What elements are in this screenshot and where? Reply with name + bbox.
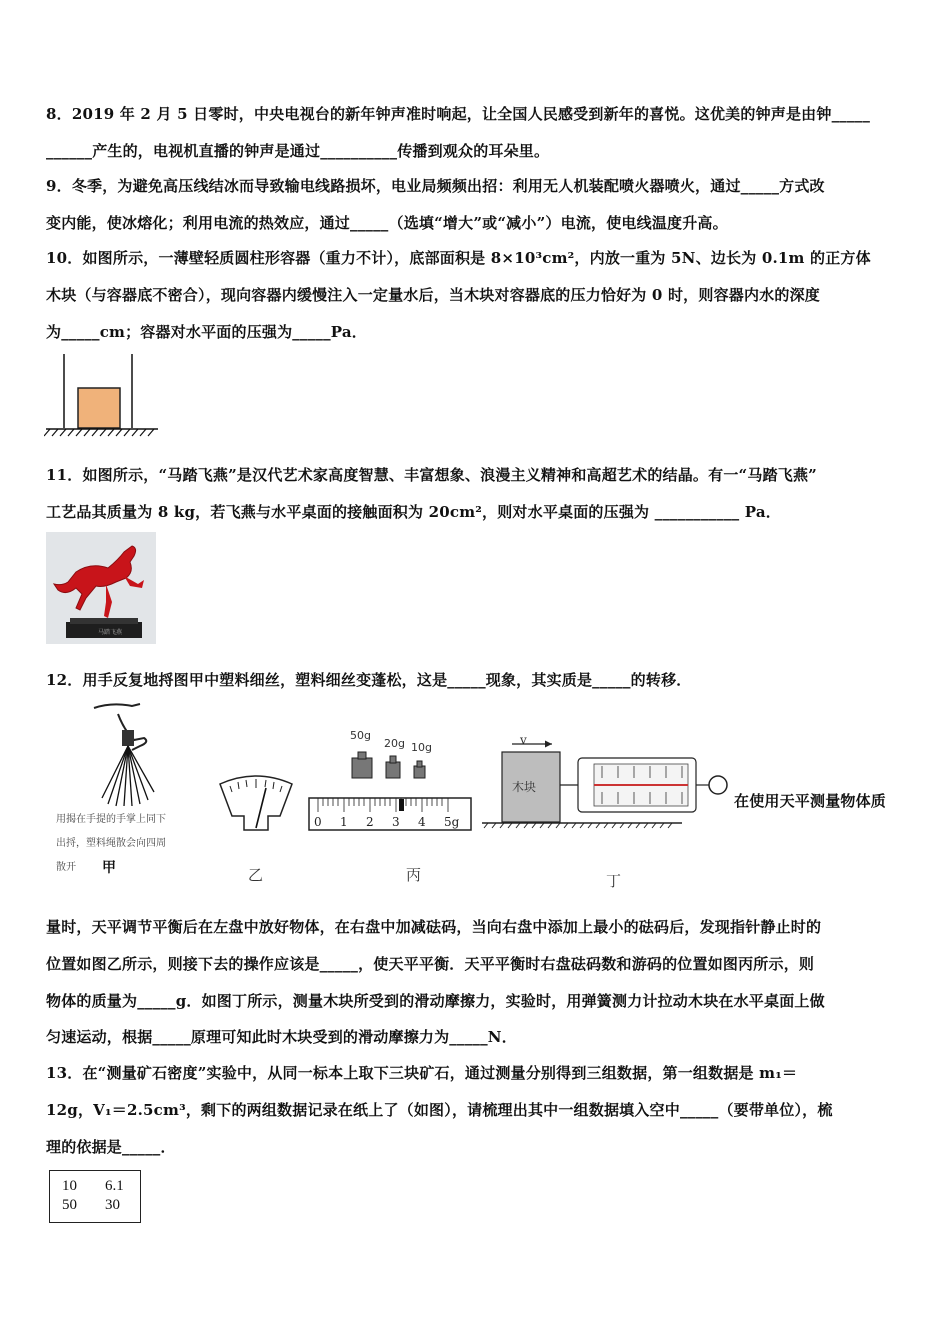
q12-line-1: 12．用手反复地捋图甲中塑料细丝，塑料细丝变蓬松，这是_____现象，其实质是_____的转移．	[46, 671, 692, 689]
q13-line-3: 理的依据是_____．	[46, 1138, 176, 1156]
fig-ding-label: 丁	[606, 872, 622, 890]
q9-line-1: 9．冬季，为避免高压线结冰而导致输电线路损坏，电业局频频出招：利用无人机装配喷火器喷火，通过_____方式改	[46, 177, 825, 195]
scale-tick-2: 2	[366, 815, 374, 829]
q13-data-table	[49, 1170, 141, 1223]
q8-line-1: 8．2019 年 2 月 5 日零时，中央电视台的新年钟声准时响起，让全国人民感受到新年的喜悦。这优美的钟声是由钟_____	[46, 105, 871, 123]
q8-line-2: ______产生的，电视机直播的钟声是通过__________传播到观众的耳朵里。	[46, 142, 550, 160]
scale-tick-1: 1	[340, 815, 348, 829]
q11-line-1: 11．如图所示，“马踏飞燕”是汉代艺术家高度智慧、丰富想象、浪漫主义精神和高超艺术的结晶。有一“马踏飞燕”	[46, 466, 817, 484]
fig-bing-weights	[348, 748, 438, 780]
scale-tick-5: 5g	[444, 815, 460, 829]
q10-line-2: 木块（与容器底不密合），现向容器内缓慢注入一定量水后，当木块对容器底的压力恰好为 0 时，则容器内水的深度	[46, 286, 820, 304]
fig-jia-note-line-3: 散开	[56, 862, 76, 873]
fig-jia-note	[56, 808, 206, 880]
q13-line-2: 12g，V₁＝2.5cm³，剩下的两组数据记录在纸上了（如图），请梳理出其中一组数据填入空中_____（要带单位），梳	[46, 1101, 833, 1119]
velocity-label: v	[520, 733, 527, 747]
fig-jia-note-line-2: 出捋，塑料绳散会向四周	[56, 838, 166, 849]
fig-jia-plastic-strands	[88, 700, 168, 810]
q12-line-3: 位置如图乙所示，则接下去的操作应该是_____，使天平平衡．天平平衡时右盘砝码数和游码的位置如图丙所示，则	[46, 955, 815, 973]
q13-line-1: 13．在“测量矿石密度”实验中，从同一标本上取下三块矿石，通过测量分别得到三组数据，第一组数据是 m₁＝	[46, 1064, 798, 1082]
table-cell-r1c2: 6.1	[105, 1178, 124, 1194]
q10-line-3: 为_____cm；容器对水平面的压强为_____Pa．	[46, 323, 368, 341]
weight-label-50g: 50g	[350, 729, 371, 742]
horse-statue-photo	[46, 532, 156, 644]
scale-tick-4: 4	[418, 815, 426, 829]
fig-jia-label: 甲	[102, 860, 116, 876]
q12-right-text: 在使用天平测量物体质	[734, 792, 887, 810]
ding-block-label: 木块	[512, 780, 537, 794]
fig-yi-balance-scale	[216, 770, 296, 836]
q12-line-2: 量时，天平调节平衡后在左盘中放好物体，在右盘中加减砝码，当向右盘中添加上最小的砝码后，发现指针静止时的	[46, 918, 822, 936]
fig-bing-slider-scale	[308, 796, 474, 832]
q12-line-4: 物体的质量为_____g．如图丁所示，测量木块所受到的滑动摩擦力，实验时，用弹簧测力计拉动木块在水平桌面上做	[46, 992, 825, 1010]
q11-line-2: 工艺品其质量为 8 kg，若飞燕与水平桌面的接触面积为 20cm²，则对水平桌面的压强为 ___________ Pa．	[46, 503, 781, 521]
table-cell-r2c1: 50	[62, 1197, 77, 1213]
q12-line-5: 匀速运动，根据_____原理可知此时木块受到的滑动摩擦力为_____N．	[46, 1028, 517, 1046]
scale-tick-3: 3	[392, 815, 400, 829]
weight-label-20g: 20g	[384, 737, 405, 750]
q10-container-figure	[44, 352, 160, 440]
fig-yi-label: 乙	[248, 866, 264, 884]
q10-line-1: 10．如图所示，一薄壁轻质圆柱形容器（重力不计），底部面积是 8×10³cm²，内放一重为 5N、边长为 0.1m 的正方体	[46, 249, 871, 267]
table-cell-r1c1: 10	[62, 1178, 77, 1194]
wood-block	[78, 388, 120, 428]
table-cell-r2c2: 30	[105, 1197, 120, 1213]
q9-line-2: 变内能，使冰熔化；利用电流的热效应，通过_____（选填“增大”或“减小”）电流，使电线温度升高。	[46, 214, 728, 232]
fig-bing-label: 丙	[406, 866, 422, 884]
rider-marker	[399, 799, 404, 811]
weight-label-10g: 10g	[411, 741, 432, 754]
scale-tick-0: 0	[314, 815, 322, 829]
fig-jia-note-line-1: 用揭在手提的手掌上同下	[56, 814, 166, 825]
horse-caption: 马踏飞燕	[98, 629, 123, 636]
